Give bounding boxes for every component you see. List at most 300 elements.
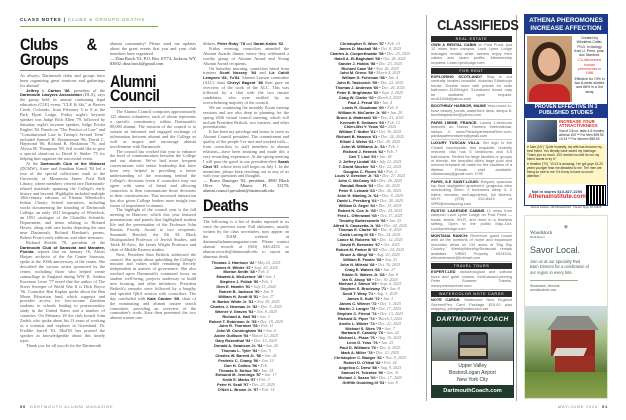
deceased-name: Gary Rosenthal '54 <box>215 338 251 344</box>
deceased-name: Glen E. Hamlin '51 <box>216 284 251 290</box>
death-entry: William E. Fowler '68 • Jan. 23 <box>343 256 397 262</box>
death-entry: Hatell A. El-Baghdadi '58 • Oct. 28, 2025 <box>334 55 406 61</box>
death-entry: Stephen C. Friend '74 • Dec. 13, 2025 <box>336 310 404 316</box>
death-date: Dec. 22, 2025 <box>378 320 402 326</box>
death-date: Jan. 17 <box>264 372 277 378</box>
death-entry: James C. Wiener '72 • Dec. 1, 2025 <box>339 301 401 307</box>
death-date: Jan. 22 <box>386 330 399 336</box>
deceased-name: Ian G. Alsop '69 <box>342 276 372 282</box>
death-entry: Stephen S. Brockway '71 • Jan. 8 <box>340 286 400 292</box>
athena-band: PROVEN EFFECTIVE IN 3 PUBLISHED STUDIES <box>525 104 607 118</box>
divider <box>203 217 289 218</box>
death-date: Jan. 29 <box>389 109 402 115</box>
death-entry: Richard D. Piper '74 • March 3, 2025 <box>337 315 403 321</box>
paragraph: didates, Peter Roby '78 and Sarah Kairis '02. <box>203 41 285 46</box>
deceased-name: Christopher C. Badger '81 <box>334 355 382 360</box>
death-date: Nov. 29, 2025 <box>256 298 280 304</box>
deceased-name: Thomas J. Andrews '60 <box>335 85 379 91</box>
deceased-name: John W. Cunningham '54 <box>216 328 263 334</box>
deceased-name: David R. Brewster '67 <box>340 242 380 248</box>
death-date: Dec. 12, 2025 <box>379 237 403 243</box>
deceased-name: Richard B. Hanson '61 <box>336 134 378 140</box>
deceased-name: Robert N. Cox Jr. '65 <box>337 207 376 213</box>
paragraph: We are continuing the monthly Zoom meetup sessions and are also deep in planning for the spring 2026 virtual council meeting, which will include President Beilock, two trustees, and other presentations. <box>203 104 289 130</box>
death-entry: Carl T. Lind '63 • Jan. 28 <box>348 153 392 159</box>
deceased-name: John W. Williams Jr. '61 <box>341 144 385 150</box>
deceased-name: Craig E. Waters '68 <box>344 266 380 272</box>
death-date: Feb. 1 <box>388 144 399 150</box>
death-date: Jan. 9 <box>262 289 273 295</box>
deceased-name: Griffith Goulding III '03 <box>342 379 385 385</box>
paragraph: Thank you for all you do for the Dartmouth <box>26 342 101 348</box>
death-date: Jan. 25 <box>381 340 394 346</box>
death-entry: Keith E. Marks '57 • Feb. 2 <box>222 377 270 383</box>
deceased-name: William T. Nutter '61 <box>338 129 376 135</box>
death-entry: Louis V. Gerstner Jr. '63 • Dec. 27, 2025 <box>334 173 406 179</box>
death-entry: Charles A. Cooperthwaite '58 • Dec. 25, 2025 <box>330 50 410 56</box>
paragraph: Richard Shields '78, president of the Dartmouth Club of Sarasota and Manatee, Florida, reports that on January 16, Alexis Harper, archivist of the Art Center Sarasota, spoke at the 100th anniversary of the center. She described the various artists sponsored by the center, including those who helped create camouflage in England during WW II. Andrea Koreman Lowe '77 noted that the author of The Street Sweeper of World War II is Dick Boyce '56. Councilor Ben Kaplan spoke about the Ben Moon Education fund, which supports and provides access for low-income Zambian students to schools leading to postsecondary study in the United States and a number of countries. On February 28 the club hosted John Zadeh, who spoke about his 13 years of working as a scientist and explorer in Greenland. Dr. Freddie Jarrell '63, Med'65 has praised the speaker as knowledgeable about this timely topic. <box>20 239 105 343</box>
death-entry: Christopher C. Badger '81 • Nov. 9, 2025 <box>334 355 406 360</box>
death-entry: Anello L. Wilder '74 • Dec. 22, 2025 <box>338 320 402 326</box>
deceased-name: Scott T. Wray '71 <box>342 291 374 297</box>
classifieds-title: CLASSIFIEDS <box>437 17 519 34</box>
death-entry: William H. McCarter Jr. '60 • Jan. 29 <box>337 109 402 115</box>
deceased-name: Warner V. Graves '53 <box>214 308 254 314</box>
deceased-name: Charles W. Barrett Jr. '56 <box>215 352 262 358</box>
deceased-name: Peter E. Brightman '60 <box>336 90 379 96</box>
death-entry: Gary Rosenthal '54 • Dec. 13, 2025 <box>215 338 277 344</box>
death-entry: Lewis R. Goodman '60 • Feb. 4 <box>342 104 398 110</box>
deceased-name: Donald A. Swanson Jr. '54 <box>214 343 263 349</box>
death-entry: Scott T. Wray '71 • Aug. 1, 2025 <box>342 291 398 297</box>
classified-ad: EXPLORING SCOTLAND? Stay in our centrally located beautiful Victorian Edinburgh house. Double room with private en suite bathroom £100/night. 3-bedroom house may be available upon request. rent11916@yahoo.com <box>431 75 512 103</box>
paragraph: Next, President Sian Beilock addressed the council. She spoke about upholding the College's mission and values while remaining fiercely independent in matters of governance. She also touched upon Dartmouth's continued focus on student well-being, projects underway to build new housing, and other initiatives. President Beilock's remarks were followed by a lengthy and spirited Q&A session with councilors. The day concluded with Kate Carden '85, chair of the nominating and alumni trustee search committee, providing an overview of the committee's work. Kate then presented the two alumni trustee can- <box>110 251 196 321</box>
deceased-name: David L. Presberg '64 <box>337 198 377 203</box>
coach-destination: Boston/Logan Airport <box>449 369 496 376</box>
death-date: Feb. <box>260 362 268 368</box>
death-entry: Thomas J. Andrews '60 • Dec. 20, 2025 <box>335 85 405 91</box>
dartmouth-coach-ad[interactable] <box>431 312 514 398</box>
deceased-name: Morton Smith '48 <box>223 269 255 275</box>
death-entry: Don H. Collins '56 • Feb. <box>224 362 268 368</box>
death-date: Feb. 12 <box>387 119 400 125</box>
coach-url[interactable]: DartmouthCoach.com <box>432 385 513 397</box>
death-entry: Peter H. Seail '57 • Dec. 23, 2025 <box>217 382 275 388</box>
death-date: Feb. 7 <box>386 148 398 154</box>
deceased-name: John N. Mileski '68 <box>339 261 375 267</box>
testimonials: ♥ Sam (NY) "Quite honestly, my wife has become my best friend. You literally have saved my marriage. Thank you so much. 10X worked so well for me my friend wants to try it." ♥ Heather (TX) "10:13 is amazing. I've got guys 15-20 years younger than me attracted to me. The men are being so nice to me. It's funny to have so much attention." <box>525 144 607 184</box>
deceased-name: William D. Segel '64 <box>338 202 375 208</box>
death-entry: Mark A. Miller '78 • Dec. 23, 2025 <box>341 350 399 356</box>
woodstock-crest-icon: ⚜ <box>563 225 569 231</box>
death-date: Aug. 9, 2025 <box>380 364 402 370</box>
footer-right: MAY/JUNE 2026 91 <box>557 404 608 409</box>
death-entry: Peter E. Brightman '60 • Sept. 2, 2025 <box>336 90 404 96</box>
death-date: Dec. 23, 2025 <box>376 350 399 356</box>
deceased-name: Carl T. Lind '63 <box>348 153 376 159</box>
death-date: Feb. 3 <box>261 279 273 285</box>
death-entry: O'Neil L. Brown Jr. '57 • Feb. 14 <box>217 387 275 393</box>
deceased-name: Leon G. Yoss '76 <box>346 340 378 346</box>
death-date: May 25, 2025 <box>257 259 281 265</box>
death-date: Jan. 8 <box>387 271 398 277</box>
death-date: Aug. 15, 2025 <box>378 335 402 341</box>
death-date: Oct. 30, 2025 <box>377 261 401 267</box>
death-entry: John B. Taskovich '59 • Dec. 22, 2025 <box>336 80 404 86</box>
deceased-name: Timothy Buttersworth '66 <box>338 217 386 223</box>
death-date: Jan. 8 <box>389 286 400 292</box>
death-date: Dec. 27, 2025 <box>382 173 406 179</box>
deceased-name: Charles A. Cooperthwaite '58 <box>330 50 384 56</box>
deceased-name: Richard Case '58 <box>341 65 373 71</box>
deceased-name: Stephen C. Friend '74 <box>336 310 377 316</box>
deceased-name: Robert B. Jackson '50 <box>219 289 260 295</box>
death-entry: Leon G. Yoss '76 • Jan. 25 <box>346 340 394 346</box>
death-date: Aug. 20, 2025 <box>376 251 400 257</box>
death-date: Dec. 24, 2025 <box>383 222 407 228</box>
paragraph: It has been my privilege and honor to serve as Alumni Council president. The commitment and quality of the people I've met and worked with—from councilors to staff members to alumni relations—have been amazing and made this a very rewarding experience. At the spring meeting I will pass the gavel to our president-elect Sarah Choi '97, whose term will begin on July 1. In the meantime, please keep reaching out to any of us with your questions and thoughts. <box>203 129 289 179</box>
deceased-name: Randall Reade '63 <box>340 183 374 189</box>
death-entry: Randall Reade '63 • Dec. 26, 2025 <box>340 183 400 189</box>
deceased-name: Lance M. Roberts '66 <box>337 237 377 243</box>
product-photo <box>527 120 557 142</box>
death-date: Jan. 26 <box>264 352 277 358</box>
death-entry: Bruce A. Bingl '68 • Aug. 20, 2025 <box>340 251 400 257</box>
classified-section-heading: TRAVEL TOURS <box>431 263 512 269</box>
death-date: Jan. 28 <box>379 153 392 159</box>
deceased-name: Samuel H. Tolentse '90 <box>341 369 384 375</box>
qr-code-icon[interactable] <box>587 186 605 204</box>
death-date: Jan. 8 <box>387 379 398 385</box>
death-entry: Robert D. O'Neal '82 • Feb. 24 <box>343 359 397 365</box>
council-title: Alumni Council <box>110 71 160 106</box>
death-entry: H. Barker White Jr. '51 • Nov. 29, 2025 <box>212 298 280 304</box>
death-date: Nov. 26, 2025 <box>376 65 399 71</box>
death-date: March 4, 2025 <box>376 70 401 76</box>
deceased-name: Caleb Loring III '66 <box>339 232 374 238</box>
death-date: Jan. 9 <box>260 347 271 353</box>
paragraph: At the Dartmouth Club of the Midwest (DCMW), Anne and Jonathan Kamil '84 led a tour of the special collections vault at the University of Minnesota James Ford Bell Library, where members viewed rare Dartmouth-related materials spanning the College's early history and beyond. Highlights included multiple 18th-century editions of Eleazar Wheelock's Indian Charity School narratives, including works documenting the founding of Dartmouth College, an early 1811 biography of Wheelock, an 1851 catalogue of the Chandler Scientific Department, and items relating to Richard Hovey, along with rare books depicting the area near Dartmouth, Richard Eberhart's poems, Robert Frost's early editions, and other treasures. <box>20 161 106 240</box>
deceased-name: Edward A. McAvenne '49 <box>216 274 263 280</box>
deceased-name: Richard J. Hennek '62 <box>342 148 384 154</box>
paragraph: On Saturday morning, councilors heard from trustees Scott Nussey '84 and Liz Cahill Lempres '83, Tu'84. Alumni Liaison committee (ALC) chair Cheryl Bagent '80 then gave an overview of the work of the ALC. This was followed by a chat with the two trustee candidates, who were ratified by an overwhelming majority of the council. <box>203 65 290 105</box>
death-date: Dec. 21, 2025 <box>380 114 404 120</box>
death-entry: Alfred S. Casavetta Jr. '66 • Dec. 24, 2025 <box>333 222 407 228</box>
death-date: Feb. 4 <box>258 269 269 275</box>
death-entry: Craig E. Waters '68 • Jan. 27 <box>344 266 396 272</box>
deceased-name: William H. McCarter Jr. '60 <box>337 109 387 115</box>
athena-phone: Not in stores 610-827-2200 <box>531 189 583 195</box>
death-entry: Elliott J. Weiss '61 • Dec. 28, 2025 <box>339 139 401 145</box>
death-entry: Donald A. Swanson Jr. '54 • Jan. 26 <box>214 343 278 349</box>
death-entry: Samuel H. Tolentse '90 • Jan. 31 <box>341 369 399 375</box>
death-date: Feb. 2 <box>259 377 270 383</box>
death-date: Feb. 11 <box>261 323 274 329</box>
coach-brand: DARTMOUTH COACH <box>432 313 513 327</box>
death-entry: Christopher S. Wren '57 • Feb. 13 <box>340 41 400 46</box>
death-date: Dec. 24, 2025 <box>380 134 404 140</box>
coach-destination: Upper Valley <box>458 363 487 369</box>
death-entry: Angelica C. Drew '88 • Aug. 9, 2025 <box>338 364 402 370</box>
death-date: Jan. 6 <box>265 328 276 334</box>
classified-ad: BOOTHBAY HARBOR, MAINE Year-round in-town beauty, ponds, waterfront deck, sleeps 8. boothbayharbor@yahoo.com <box>431 104 512 119</box>
death-entry: Robert N. Cox Jr. '65 • Dec. 24, 2025 <box>337 207 403 213</box>
deceased-name: Don H. Collins '56 <box>224 362 258 368</box>
classified-ad: PARIS 15EME, FRANCE. Luxury 1-bedroom featured on House Hunters International, sleeps 4. www.ParisApartmentsRent.com, parisapartmentsrent@gmail.com <box>431 121 512 141</box>
deceased-name: Mark A. Miller '78 <box>341 350 373 356</box>
deceased-name: William H. Scott III '51 <box>218 293 259 299</box>
death-entry: Morton Smith '48 • Feb. 4 <box>223 269 269 275</box>
death-entry: William T. Nutter '61 • Oct. 30, 2025 <box>338 129 402 135</box>
paragraph: The highlight of the council year is the fall meeting in Hanover, which this year featured presentations and panels that highlighted student life and the presentation of the Professor John Rassias Faculty Award to two recipients: Susannah Heschel, the Eli M. Black Distinguished Professor of Jewish Studies, and Tarek El-Ariss, the James Wright Professor and chair of Middle Eastern studies. <box>110 207 196 252</box>
clubs-title: Clubs & Groups <box>20 35 97 69</box>
deceased-name: Louis V. Gerstner Jr. '63 <box>334 173 379 179</box>
death-entry: John H. Marting Jr. '64 • Dec. 8, 2025 <box>337 193 403 199</box>
classified-ad: NOTE CARDS: Watercolor New England Scenes/Pen Card Package $15.00 plus shipping. jcthegs@watercolor.net <box>431 298 512 313</box>
death-entry: Richard J. Hennek '62 • Feb. 7 <box>342 148 398 154</box>
woodstock-url[interactable]: woodstockinn.com <box>530 287 557 292</box>
deceased-name: Craig W. Clarke '60 <box>338 94 374 100</box>
deceased-name: Richard A. Hall '53 <box>222 313 257 319</box>
death-entry: James H. Wilder '47 • Sept. 20, 2024 <box>214 264 278 270</box>
deceased-name: Robert T. Robinson Jr. '53 <box>208 318 257 324</box>
deceased-name: Thomas E. Clarke '66 <box>338 227 378 233</box>
coach-destination: New York City <box>456 376 489 383</box>
deceased-name: Paul J. Freud '60 <box>347 99 379 105</box>
death-date: Dec. 28, 2025 <box>377 139 401 145</box>
paragraph: Friday evening, councilors attended the Alumni Awards dinner, where they celebrated a worthy group of Alumni Award and Young Alumni Award recipients. <box>203 45 289 66</box>
death-entry: Thomas J. Harrison '42 • May 25, 2025 <box>211 259 281 265</box>
deceased-name: Barbara E. Cassidy '76 <box>341 330 384 336</box>
deceased-name: Michael J. Sasso '00 <box>338 374 376 380</box>
deceased-name: Bruce A. Matteardi '60 <box>336 114 378 120</box>
death-date: Dec. 1, 2025 <box>380 301 401 307</box>
deceased-name: Charles J. Neuman Jr. '52 <box>210 303 258 309</box>
death-entry: John R. Thornber '53 • Feb. 11 <box>218 323 274 329</box>
deceased-name: Michael J. Simon '69 <box>338 281 377 287</box>
death-entry: Richard Case '58 • Nov. 26, 2025 <box>341 65 399 71</box>
deceased-name: Christopher S. Wren '57 <box>340 41 384 46</box>
deceased-name: Martin J. Langer '73 <box>338 305 376 311</box>
deceased-name: Lewis R. Goodman '60 <box>342 104 384 110</box>
death-entry: Bruce A. Matteardi '60 • Dec. 21, 2025 <box>336 114 404 120</box>
death-entry: Michael L. Plaza '76 • Aug. 15, 2025 <box>338 335 402 341</box>
classified-ad: OWN A RENTAL CABIN on Post Pond, just 12 miles from campus. Loch Lyme Lodge manages rentals while owners enjoy their cabins and share profits. Membership required. Learn.lymelodge.com <box>431 43 512 67</box>
deceased-name: Hatell A. El-Baghdadi '58 <box>334 55 380 61</box>
classified-ad: PARIS, ILE SAINT-LOUIS: Elegant, spacious top floor skylighted apartment, gorgeous view overlooking Seine, 2 bedrooms sleep 4, 2 baths, elevator, well-appointed, full kitchen, Wi-Fi. (978) 232-8443 or WPB@mindspring.com <box>431 180 512 208</box>
death-date: Dec. 20, 2025 <box>381 85 405 91</box>
deceased-name: Stephen S. Brockway '71 <box>340 286 387 292</box>
deceased-name: Thomas D. Nehus '56 <box>218 367 258 373</box>
classified-ad: EXPERT-LED archaeological and cultural tours and gulet cruises. Multi-award-winning Peter Sommer Travels. www.petersommer.com <box>431 270 512 290</box>
death-date: March 12, 2025 <box>251 333 278 339</box>
death-entry: Chien-Wei Y. Yeow '60 • 2025 <box>343 124 397 130</box>
section-header: CLASS NOTES | CLUBS & GROUPS-DEATHS <box>20 17 146 22</box>
death-date: Dec. 24, 2025 <box>379 207 403 213</box>
deceased-name: Thomas J. Harrison '42 <box>211 259 255 265</box>
deceased-name: O'Neil L. Brown Jr. '57 <box>217 387 259 393</box>
deceased-name: Sander J. Hobbs '58 <box>338 60 376 66</box>
divider <box>110 107 196 108</box>
divider <box>20 70 105 71</box>
death-date: Feb. 4 <box>387 104 398 110</box>
death-date: Jan. 1 <box>265 274 276 280</box>
death-entry: John W. Cunningham '54 • Jan. 6 <box>216 328 276 334</box>
death-date: Feb. 24 <box>384 359 397 365</box>
death-entry: Andre Gullison '54 • March 12, 2025 <box>214 333 278 339</box>
classified-section-heading: WATERCOLOR NOTE CARDS <box>431 291 512 297</box>
death-date: Dec. 8, 2025 <box>380 227 402 233</box>
paragraph: The Alumni Council comprises approximately 125 alumni volunteers, each of whom represents a specific constituency within Dartmouth's 80,000 alumni. The mission of the council is to sustain an informed and engaged exchange of information between alumni and the College as well as inspire and encourage alumni involvement with Dartmouth. <box>110 109 196 149</box>
deceased-name: Robert M. Parker III '67 <box>335 247 378 253</box>
death-entry: Edwin G. Waters Jr. '68 • Jan. 8 <box>341 271 398 277</box>
death-date: Jan. 23 <box>389 217 402 223</box>
classified-section-heading: FOR RENT <box>431 68 512 74</box>
deaths-intro: The following is a list of deaths reported to us since the previous issue. Full obituaries, usually written by the class secretaries, may appear on the DAM website at dartmouthalumnimagazine.com. Please contact alumni records at (603) 646-2253 or alumni.records@dartmouth.edu to report an alumnus death. <box>203 219 289 259</box>
death-entry: Griffith Goulding III '03 • Jan. 8 <box>342 379 398 385</box>
death-date: Aug. 1, 2025 <box>376 291 398 297</box>
deceased-name: Peter H. Seail '57 <box>217 382 249 388</box>
death-entry: Glen E. Hamlin '51 • July 13, 2024 <box>216 284 276 290</box>
council-deaths-column <box>203 42 289 393</box>
deaths-title: Deaths <box>203 196 249 216</box>
death-date: Jan. 27 <box>383 266 396 272</box>
death-entry: Richard B. Hanson '61 • Dec. 24, 2025 <box>336 134 404 140</box>
deceased-name: Edmund M. Jennings '57 <box>215 372 261 378</box>
death-date: Dec. 13, 2025 <box>380 310 404 316</box>
paragraph: The council has worked this year to enhance the level of communication between the College and our alumni. We've had more frequent conversations with senior leadership that have been very helpful in providing a better understanding of the reasoning behind the College's decisions (even if councilors may not agree with some of them) and allowing councilors to then communicate those decisions to their constituencies. This increased interaction has also given College leaders more insight into issues of importance to alumni. <box>110 148 196 208</box>
death-date: March 2, 2025 <box>377 94 402 100</box>
death-date: Dec. 6, 2025 <box>379 345 401 351</box>
death-date: Nov. 9, 2025 <box>385 355 406 360</box>
death-date: Dec. 24, 2025 <box>377 232 401 238</box>
death-date: Oct. 30, 2025 <box>378 129 402 135</box>
deceased-name: Richard D. Piper '74 <box>337 315 375 321</box>
death-entry: Warner V. Graves '53 • Jan. 8, 2025 <box>214 308 277 314</box>
death-entry: Paul J. Freud '60 • Jan. 4 <box>347 99 393 105</box>
deceased-name: Elliott J. Weiss '61 <box>339 139 374 145</box>
death-date: Dec. 26, 2025 <box>376 183 400 189</box>
death-entry: Michael J. Sasso '00 • Dec. 17, 2025 <box>338 374 402 380</box>
death-entry: Paul D. Williams '76 • Dec. 6, 2025 <box>339 345 401 351</box>
death-date: Dec. 13, 2025 <box>253 338 277 344</box>
death-date: Feb. 13 <box>387 41 400 46</box>
death-entry: Charles W. Barrett Jr. '56 • Jan. 26 <box>215 352 277 358</box>
deceased-name: Stephen J. Pollak '50 <box>219 279 259 285</box>
death-entry: Edward A. McAvenne '49 • Jan. 1 <box>216 274 276 280</box>
death-entry: John M. Greco '58 • March 4, 2025 <box>339 70 401 76</box>
clubs-signature: — Dina Brock '01, P.O. Box 10774, Jackson, WY 83002; dina.brock@gmail.com <box>110 55 196 66</box>
deceased-name: Fred L. Offenwanl '65 <box>337 212 377 218</box>
death-date: 2025 <box>387 124 397 130</box>
death-entry: Peter E. Leinard '63 • Dec. 26, 2025 <box>338 188 402 194</box>
deceased-name: Peter E. Leinard '63 <box>338 188 375 194</box>
death-date: July 13, 2024 <box>253 284 276 290</box>
deceased-name: Paul D. Williams '76 <box>339 345 376 351</box>
death-entry: Fred L. Offenwanl '65 • Oct. 17, 2025 <box>337 212 403 218</box>
death-entry: William G. Fuhrman '58 • Jan. 4 <box>341 75 399 81</box>
death-entry: Edmund M. Jennings '57 • Jan. 17 <box>215 372 277 378</box>
deceased-name: John C. McCamy '63 <box>337 178 376 184</box>
death-entry: John W. Williams Jr. '61 • Feb. 1 <box>341 144 399 150</box>
death-entry: Martin J. Langer '73 • Oct. 17, 2025 <box>338 305 402 311</box>
death-date: Dec. 28, 2025 <box>379 198 403 203</box>
death-entry: Stephen J. Pollak '50 • Feb. 3 <box>219 279 273 285</box>
death-date: Jan. 23 <box>384 256 397 262</box>
athena-headline: ATHENA PHEROMONES INCREASE AFFECTION <box>525 15 607 34</box>
death-entry: Sander J. Hobbs '58 • Dec. 23, 2025 <box>338 60 402 66</box>
header-rule <box>20 26 158 27</box>
death-date: Jan. 7 <box>384 325 395 331</box>
deceased-name: J. Jeffrey Lindall '63 <box>338 158 376 164</box>
death-date: Oct. 17, 2025 <box>378 305 402 311</box>
deceased-name: James H. Wilder '47 <box>214 264 251 270</box>
death-entry: Ian G. Alsop '69 • Dec. 30, 2025 <box>342 276 398 282</box>
death-date: Jan. 8, 2025 <box>256 308 277 314</box>
death-entry: John N. Mileski '68 • Oct. 30, 2025 <box>339 261 401 267</box>
woodstock-ad[interactable]: ⚜ Woodstock Inn & Resort Savor Local. Join us at our specialty Red Barn Dinners for a celebration of our region in every bite. Woodstock, Vermont woodstockinn.com <box>524 215 608 399</box>
deceased-name: John H. Marting Jr. '64 <box>337 193 379 199</box>
death-entry: James D. Mackall '58 • Oct. 8, 2025 <box>338 45 402 51</box>
death-date: Jan. 4 <box>382 99 393 105</box>
deceased-name: Kenneth E. Sedanes '60 <box>340 119 384 125</box>
death-entry: James S. Kuhl '72 • Jan. 3 <box>346 296 394 302</box>
death-date: Oct. 28, 2025 <box>383 55 406 61</box>
deceased-name: Michael S. Sites '75 <box>345 325 382 331</box>
death-entry: Kenneth E. Sedanes '60 • Feb. 12 <box>340 119 400 125</box>
death-entry: Michael J. Simon '69 • Sept. 6, 2025 <box>338 281 402 287</box>
classified-ad: MONTANA RANCH: Riverfront guest house with all the comforts of home and expansive mountain views on 133 acres of "Big Sky Country." Weekly/Monthly/Seasonal rentals available. VRBO Property #324204, elkcreekranch@hotmail.com <box>431 234 512 262</box>
death-entry: Robert M. Parker III '67 • Dec. 24, 2025 <box>335 247 405 253</box>
deceased-name: James D. Mackall '58 <box>338 45 378 51</box>
classified-section-heading: REAL ESTATE <box>431 36 512 42</box>
death-date: Dec. 22, 2025 <box>378 163 402 169</box>
death-date: March 3, 2025 <box>378 315 403 321</box>
death-date: Feb. 14 <box>261 387 275 393</box>
woodstock-headline: Savor Local. <box>530 245 581 255</box>
athena-url[interactable]: Athenainstitute.com <box>528 194 586 201</box>
clubs-column <box>20 35 106 349</box>
deceased-name: Keith E. Marks '57 <box>222 377 256 383</box>
death-entry: Charles J. Neuman Jr. '52 • Dec. 5, 2025 <box>210 303 282 309</box>
athena-ad[interactable]: ATHENA PHEROMONES INCREASE AFFECTION Created by Winnifred Cutler, Ph.D. in biology from U. Penn, post-doc Stanford. Co-discovered human pheromones in 1986 Effective for 74% in two 8-week studies and 68% in a 3rd study PROVEN EFFECTIVE IN 3 PUBLISHED STUDIES INCREASE YOUR ATTRACTIVENESS Vial of 1/6 oz. lasts 4-6 months Athena 10X™ For Men $99.50 10:13™ For Women $98.50 ♥ Sam (NY) "Quite honestly, my wife has become my best friend. You literally have saved my marriage. Thank you so much. 10X worked so well for me my friend wants to try it." ♥ Heather (TX) "10:13 is amazing. I've got guys 15-20 years younger than me attracted to me. The men are being so nice to me. It's funny to have so much attention." Not in stores 610-827-2200 Athenainstitute.com Athena Institute, 1211 Braefield Rd., Chester Spgs, PA 19425 <box>524 14 608 206</box>
death-entry: David R. Brewster '67 • Oct. 2025 <box>340 242 400 248</box>
death-entry: Lance M. Roberts '66 • Dec. 12, 2025 <box>337 237 403 243</box>
council-column <box>110 42 196 400</box>
death-date: Dec. 22, 2025 <box>380 80 404 86</box>
death-date: Sept. 2, 2025 <box>381 90 404 96</box>
death-entry: William H. Scott III '51 • Jan. 27 <box>218 293 274 299</box>
deceased-name: T. David Stocker '63 <box>338 163 375 169</box>
deceased-name: H. Barker White Jr. '51 <box>212 298 254 304</box>
deaths-list <box>203 261 289 393</box>
death-date: July 21, 2025 <box>379 158 402 164</box>
death-date: Dec. 24, 2025 <box>381 247 405 253</box>
death-date: Jan. 31 <box>386 369 399 375</box>
deceased-name: Thomas L. Tyler '54 <box>221 347 258 353</box>
death-date: Dec. 26, 2025 <box>379 178 403 184</box>
death-date: Sept. 20, 2024 <box>254 264 278 270</box>
death-date: Jan. 25 <box>261 367 274 373</box>
death-date: Dec. 23, 2025 <box>378 60 402 66</box>
paragraph: alumni community! Please send me updates about the great events that you and your club members have organized. <box>110 42 196 56</box>
bus-photo <box>432 327 513 361</box>
death-date: Jan. 3 <box>259 313 270 319</box>
death-date: Jan. 27 <box>261 293 274 299</box>
death-entry: Richard A. Hall '53 • Jan. 3 <box>222 313 270 319</box>
death-date: Dec. 23, 2025 <box>251 382 275 388</box>
death-date: Oct. 8, 2025 <box>380 45 402 51</box>
